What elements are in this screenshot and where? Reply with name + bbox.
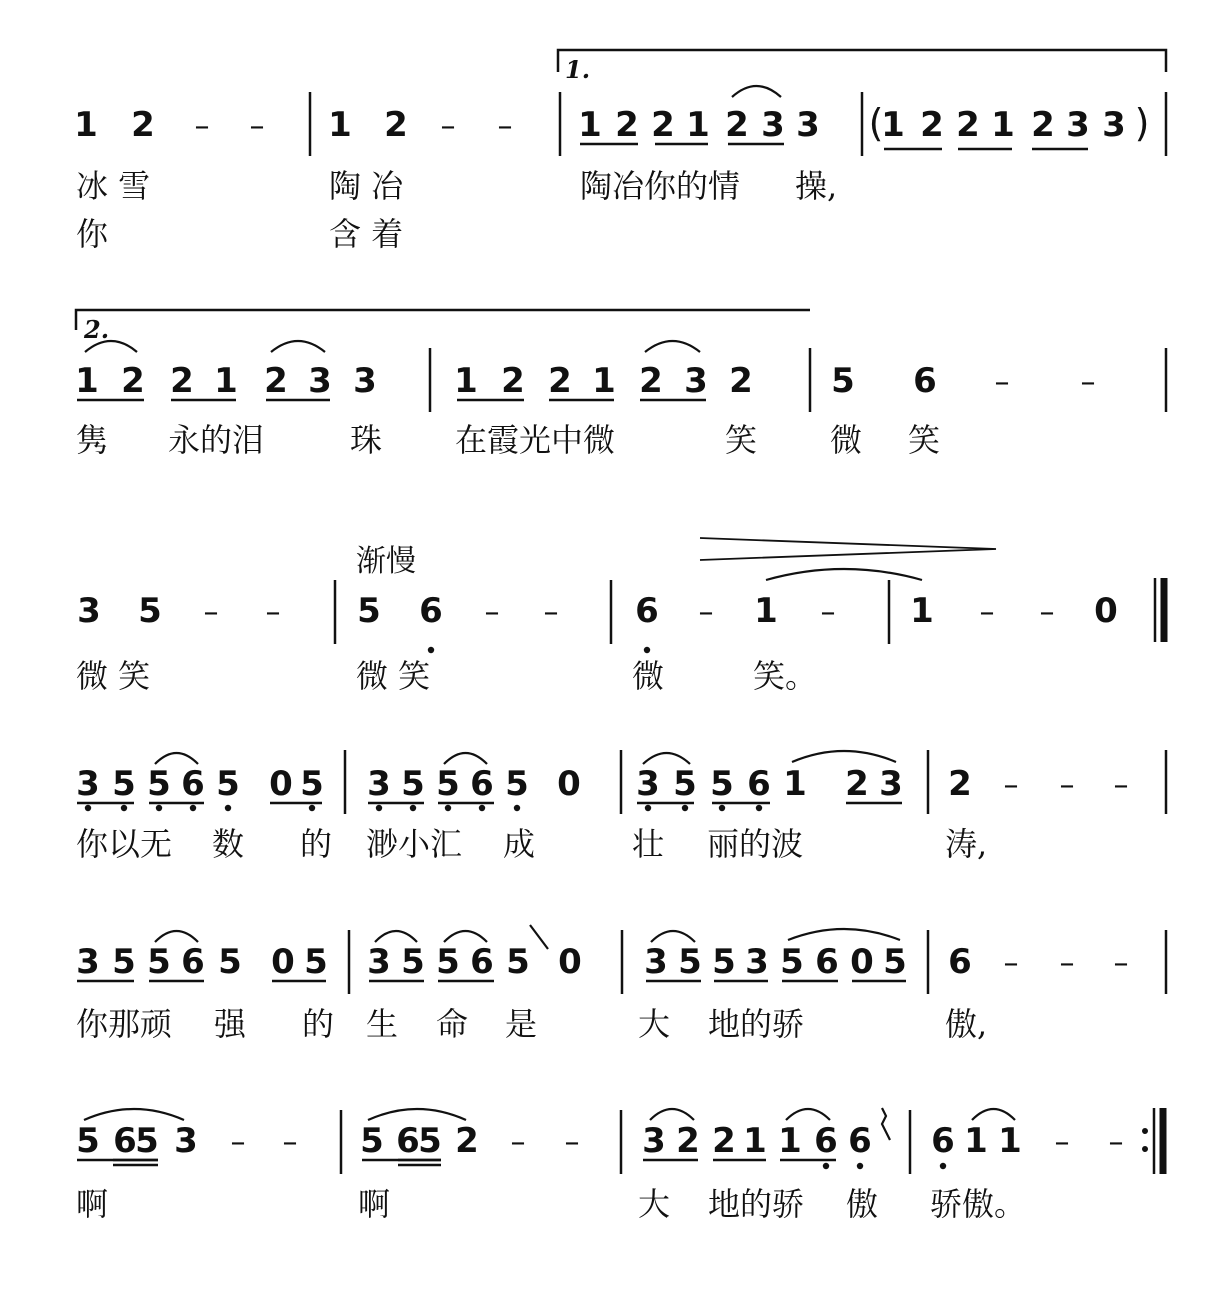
note-r1-14: 3 [761, 105, 785, 145]
note-r4-7: 5 [300, 764, 324, 804]
note-r5-4: 6 [181, 942, 205, 982]
note-r2-5: 2 [264, 361, 288, 401]
octave-dot-r4-6 [309, 805, 315, 811]
note-r6-22: 1 [998, 1121, 1022, 1161]
lyric-row4-f: 壮 [632, 825, 665, 863]
note-r6-21: 1 [964, 1121, 988, 1161]
note-r2-10: 2 [548, 361, 572, 401]
note-r1-16: ( [868, 101, 884, 145]
beams-layer [77, 144, 1088, 1165]
note-r3-13: 1 [910, 591, 934, 631]
slur-r4-1 [155, 753, 198, 764]
lyric-row2-e: 笑 [725, 421, 758, 459]
note-r3-7: – [484, 595, 500, 630]
note-r2-16: 6 [913, 361, 937, 401]
volta-1-bracket [558, 50, 1166, 72]
octave-dot-r6-3 [940, 1163, 946, 1169]
note-r5-22: 6 [948, 942, 972, 982]
note-r1-11: 2 [651, 105, 675, 145]
note-r1-1: 1 [74, 105, 98, 145]
note-r4-3: 5 [147, 764, 171, 804]
lyric-row5-g: 大 [638, 1005, 671, 1043]
note-r4-2: 5 [112, 764, 136, 804]
lyric-row1-verse2-a: 你 [76, 215, 109, 253]
lyric-row1-verse2-b: 含 着 [329, 215, 404, 253]
note-r6-17: 1 [778, 1121, 802, 1161]
octave-dot-r3-2 [644, 647, 650, 653]
note-r2-2: 2 [121, 361, 145, 401]
lyric-row4-b: 数 [212, 825, 245, 863]
note-r1-22: 3 [1066, 105, 1090, 145]
octave-dot-r6-1 [823, 1163, 829, 1169]
note-r6-8: 6 [396, 1121, 420, 1161]
lyric-row1-b: 陶 冶 [329, 167, 404, 205]
note-r4-10: 5 [436, 764, 460, 804]
note-r1-5: 1 [328, 105, 352, 145]
note-r6-14: 2 [676, 1121, 700, 1161]
repeat-dot-upper [1142, 1128, 1148, 1134]
note-r5-9: 5 [401, 942, 425, 982]
note-r5-23: – [1003, 946, 1019, 981]
note-r5-25: – [1113, 946, 1129, 981]
note-r3-11: 1 [754, 591, 778, 631]
note-r6-24: – [1108, 1125, 1124, 1160]
slur-r1-1 [732, 86, 781, 97]
note-r6-20: 6 [931, 1121, 955, 1161]
note-r4-24: – [1113, 768, 1129, 803]
crescendo-hairpin [700, 538, 996, 560]
note-r4-15: 5 [673, 764, 697, 804]
lyric-row2-f: 微 [830, 421, 863, 459]
note-r4-9: 5 [401, 764, 425, 804]
note-r4-16: 5 [710, 764, 734, 804]
lyric-row3-d: 笑。 [753, 657, 818, 695]
note-r5-6: 0 [271, 942, 295, 982]
octave-dot-r4-9 [445, 805, 451, 811]
lyric-row1-a: 冰 雪 [76, 167, 151, 205]
octave-dot-r4-14 [719, 805, 725, 811]
note-r4-17: 6 [747, 764, 771, 804]
octave-dot-r3-1 [428, 647, 434, 653]
note-r5-7: 5 [304, 942, 328, 982]
note-r3-15: – [1039, 595, 1055, 630]
note-r1-21: 2 [1031, 105, 1055, 145]
slur-r5-1 [155, 931, 198, 942]
slur-r5-5 [788, 929, 900, 940]
octave-dot-r4-13 [682, 805, 688, 811]
note-r5-11: 6 [470, 942, 494, 982]
note-r3-2: 5 [138, 591, 162, 631]
lyric-row2-g: 笑 [908, 421, 941, 459]
note-r2-8: 1 [454, 361, 478, 401]
barlines [310, 92, 1166, 1174]
lyric-row1-c: 陶冶你的情 [580, 167, 741, 205]
lyric-row4-g: 丽的波 [707, 825, 804, 863]
slur-r3-1 [766, 569, 922, 580]
note-r2-15: 5 [831, 361, 855, 401]
note-r4-4: 6 [181, 764, 205, 804]
note-r3-6: 6 [419, 591, 443, 631]
note-r5-3: 5 [147, 942, 171, 982]
lyric-row4-h: 涛, [945, 825, 988, 863]
note-r5-24: – [1059, 946, 1075, 981]
volta-brackets [76, 50, 1166, 330]
note-r6-16: 1 [743, 1121, 767, 1161]
note-r2-14: 2 [729, 361, 753, 401]
note-r2-11: 1 [592, 361, 616, 401]
octave-dot-r4-8 [410, 805, 416, 811]
note-r3-1: 3 [77, 591, 101, 631]
note-r6-3: 5 [135, 1121, 159, 1161]
note-r3-5: 5 [357, 591, 381, 631]
note-r6-4: 3 [174, 1121, 198, 1161]
note-r6-18: 6 [814, 1121, 838, 1161]
note-r6-7: 5 [360, 1121, 384, 1161]
note-r1-3: – [194, 109, 210, 144]
note-r4-12: 5 [505, 764, 529, 804]
breath-mark-2 [882, 1108, 890, 1140]
lyric-row3-b: 微 笑 [356, 657, 431, 695]
lyric-row6-c: 大 [638, 1185, 671, 1223]
note-r5-19: 6 [815, 942, 839, 982]
slur-r4-2 [444, 753, 487, 764]
note-r2-17: – [994, 365, 1010, 400]
note-r5-8: 3 [367, 942, 391, 982]
note-r6-15: 2 [712, 1121, 736, 1161]
lyric-row6-b: 啊 [358, 1185, 391, 1223]
note-r4-20: 3 [879, 764, 903, 804]
lyric-row5-b: 强 [214, 1005, 247, 1043]
breath-mark-1 [530, 925, 548, 949]
note-r2-9: 2 [501, 361, 525, 401]
note-r6-1: 5 [76, 1121, 100, 1161]
octave-dot-r4-3 [156, 805, 162, 811]
volta-1-label: 1. [565, 55, 591, 84]
octave-dot-r4-2 [121, 805, 127, 811]
octave-dot-r4-5 [225, 805, 231, 811]
lyric-row5-c: 的 [302, 1005, 335, 1043]
octave-dot-r4-1 [85, 805, 91, 811]
lyric-row4-e: 成 [503, 825, 536, 863]
note-r1-10: 2 [615, 105, 639, 145]
note-r4-1: 3 [76, 764, 100, 804]
note-r6-5: – [230, 1125, 246, 1160]
note-r1-8: – [497, 109, 513, 144]
lyric-row1-d: 操, [795, 167, 838, 205]
octave-dot-r4-10 [479, 805, 485, 811]
note-r2-6: 3 [308, 361, 332, 401]
note-r6-13: 3 [642, 1121, 666, 1161]
note-r3-4: – [265, 595, 281, 630]
note-r3-16: 0 [1094, 591, 1118, 631]
note-r1-13: 2 [725, 105, 749, 145]
note-r1-19: 2 [956, 105, 980, 145]
note-r3-3: – [203, 595, 219, 630]
lyric-row2-c: 珠 [350, 421, 383, 459]
note-r6-2: 6 [113, 1121, 137, 1161]
octave-dot-r4-4 [190, 805, 196, 811]
note-r1-17: 1 [881, 105, 905, 145]
octave-dot-r4-11 [514, 805, 520, 811]
slur-r4-4 [792, 751, 896, 762]
note-r5-10: 5 [436, 942, 460, 982]
note-r1-6: 2 [384, 105, 408, 145]
lyric-row4-d: 渺小汇 [366, 825, 463, 863]
note-r5-1: 3 [76, 942, 100, 982]
slur-r5-3 [444, 931, 487, 942]
note-r4-5: 5 [216, 764, 240, 804]
slur-r4-3 [643, 753, 690, 764]
note-r4-11: 6 [470, 764, 494, 804]
lyric-row4-a: 你以无 [76, 825, 173, 863]
lyric-row6-f: 骄傲。 [930, 1185, 1027, 1223]
note-r6-19: 6 [848, 1121, 872, 1161]
note-r6-10: 2 [455, 1121, 479, 1161]
note-r4-19: 2 [845, 764, 869, 804]
lyric-row5-f: 是 [505, 1005, 538, 1043]
lyric-row2-a: 隽 [76, 421, 109, 459]
slur-r6-3 [650, 1109, 694, 1120]
note-r1-4: – [249, 109, 265, 144]
note-r1-12: 1 [686, 105, 710, 145]
note-r2-3: 2 [170, 361, 194, 401]
lyric-row5-h: 地的骄 [708, 1005, 805, 1043]
volta-2-bracket [76, 310, 810, 330]
note-r5-17: 3 [745, 942, 769, 982]
lyric-row2-d: 在霞光中微 [455, 421, 616, 459]
lyric-row5-e: 命 [436, 1005, 469, 1043]
note-r6-11: – [510, 1125, 526, 1160]
note-r4-6: 0 [269, 764, 293, 804]
slur-r5-4 [651, 931, 695, 942]
note-r4-23: – [1059, 768, 1075, 803]
note-r3-12: – [820, 595, 836, 630]
slur-r6-1 [84, 1109, 184, 1120]
note-r1-23: 3 [1102, 105, 1126, 145]
slur-r2-3 [645, 341, 700, 352]
note-r3-10: – [698, 595, 714, 630]
lyric-row3-a: 微 笑 [76, 657, 151, 695]
lyric-row6-d: 地的骄 [708, 1185, 805, 1223]
note-r6-9: 5 [418, 1121, 442, 1161]
note-r5-2: 5 [112, 942, 136, 982]
slur-r6-5 [972, 1109, 1015, 1120]
tempo-marking: 渐慢 [356, 544, 416, 579]
octave-dot-r4-15 [756, 805, 762, 811]
note-r5-21: 5 [883, 942, 907, 982]
note-r4-8: 3 [367, 764, 391, 804]
note-r5-16: 5 [712, 942, 736, 982]
note-r1-15: 3 [796, 105, 820, 145]
note-r1-24: ) [1134, 101, 1150, 145]
note-r4-18: 1 [783, 764, 807, 804]
lyric-row6-a: 啊 [76, 1185, 109, 1223]
slur-r6-4 [786, 1109, 830, 1120]
note-r2-4: 1 [214, 361, 238, 401]
octave-dot-r6-2 [857, 1163, 863, 1169]
note-r3-9: 6 [635, 591, 659, 631]
slur-r5-2 [375, 931, 417, 942]
volta-2-label: 2. [84, 315, 110, 344]
note-r5-14: 3 [644, 942, 668, 982]
note-r6-6: – [282, 1125, 298, 1160]
lyric-row5-d: 生 [366, 1005, 399, 1043]
note-r5-18: 5 [780, 942, 804, 982]
note-r4-21: 2 [948, 764, 972, 804]
octave-dots-layer [85, 647, 1148, 1169]
note-r4-14: 3 [636, 764, 660, 804]
note-r2-13: 3 [684, 361, 708, 401]
repeat-dot-lower [1142, 1146, 1148, 1152]
note-r1-7: – [440, 109, 456, 144]
lyric-row3-c: 微 [632, 657, 665, 695]
note-r1-2: 2 [131, 105, 155, 145]
note-r5-13: 0 [558, 942, 582, 982]
note-r5-20: 0 [850, 942, 874, 982]
note-r1-18: 2 [920, 105, 944, 145]
note-r5-5: 5 [218, 942, 242, 982]
note-r2-12: 2 [639, 361, 663, 401]
note-r1-20: 1 [991, 105, 1015, 145]
lyric-row5-a: 你那顽 [76, 1005, 173, 1043]
slur-r6-2 [368, 1109, 466, 1120]
lyric-row4-c: 的 [300, 825, 333, 863]
slur-r2-2 [271, 341, 325, 352]
note-r6-23: – [1054, 1125, 1070, 1160]
octave-dot-r4-7 [376, 805, 382, 811]
note-r2-1: 1 [75, 361, 99, 401]
note-r6-12: – [564, 1125, 580, 1160]
note-r5-15: 5 [678, 942, 702, 982]
note-r4-22: – [1003, 768, 1019, 803]
lyric-row2-b: 永的泪 [168, 421, 265, 459]
note-r4-13: 0 [557, 764, 581, 804]
note-r3-14: – [979, 595, 995, 630]
lyric-row6-e: 傲 [846, 1185, 879, 1223]
note-r2-7: 3 [353, 361, 377, 401]
note-r1-9: 1 [578, 105, 602, 145]
note-r3-8: – [543, 595, 559, 630]
note-r5-12: 5 [506, 942, 530, 982]
lyric-row5-i: 傲, [945, 1005, 988, 1043]
octave-dot-r4-12 [645, 805, 651, 811]
note-r2-18: – [1080, 365, 1096, 400]
